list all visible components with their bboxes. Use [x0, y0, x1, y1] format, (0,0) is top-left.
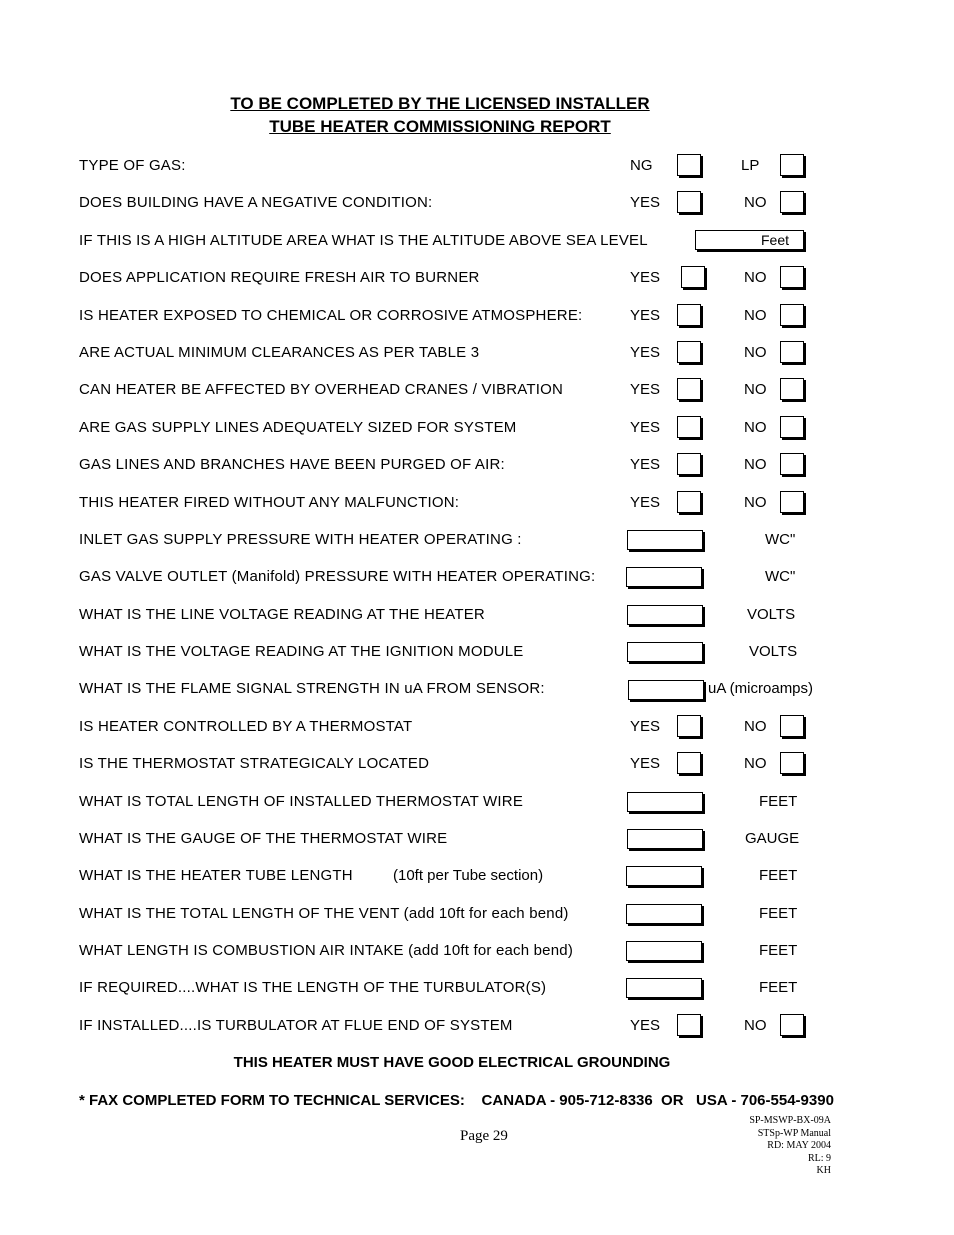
- question-row-flame-signal: [79, 677, 899, 701]
- question-label: IS HEATER CONTROLLED BY A THERMOSTAT: [79, 718, 413, 735]
- unit-volts-label: VOLTS: [749, 643, 798, 660]
- question-row-outlet-pressure: [79, 565, 899, 589]
- question-label: INLET GAS SUPPLY PRESSURE WITH HEATER OPERATING :: [79, 531, 522, 548]
- question-label: DOES BUILDING HAVE A NEGATIVE CONDITION:: [79, 194, 433, 211]
- vent-length-field[interactable]: [626, 904, 702, 924]
- question-row-line-voltage: [79, 603, 899, 627]
- thermostat-wire-length-field[interactable]: [627, 792, 703, 812]
- yes-checkbox[interactable]: [677, 416, 701, 438]
- option-no-label: NO: [744, 494, 767, 511]
- question-label: WHAT LENGTH IS COMBUSTION AIR INTAKE (add 10ft for each bend): [79, 942, 574, 959]
- option-yes-label: YES: [630, 1017, 661, 1034]
- question-row-turbulator-flue-end: [79, 1014, 899, 1038]
- question-label: WHAT IS THE HEATER TUBE LENGTH: [79, 867, 353, 884]
- unit-feet-label: FEET: [759, 867, 798, 884]
- option-no-label: NO: [744, 718, 767, 735]
- option-yes-label: YES: [630, 194, 661, 211]
- question-label: WHAT IS THE LINE VOLTAGE READING AT THE HEATER: [79, 606, 485, 623]
- option-no-label: NO: [744, 269, 767, 286]
- yes-checkbox[interactable]: [677, 341, 701, 363]
- option-ng-label: NG: [630, 157, 653, 174]
- no-checkbox[interactable]: [780, 1014, 804, 1036]
- option-yes-label: YES: [630, 381, 661, 398]
- option-no-label: NO: [744, 419, 767, 436]
- unit-feet-label: FEET: [759, 793, 798, 810]
- report-title-line2: TUBE HEATER COMMISSIONING REPORT: [269, 117, 611, 136]
- doc-code-line: RL: 9: [807, 1152, 831, 1164]
- question-label: WHAT IS THE FLAME SIGNAL STRENGTH IN uA FROM SENSOR:: [79, 680, 545, 697]
- question-row-fresh-air: [79, 266, 899, 290]
- inlet-pressure-field[interactable]: [627, 530, 703, 550]
- question-row-inlet-pressure: [79, 528, 899, 552]
- question-row-gas-lines-sized: [79, 416, 899, 440]
- no-checkbox[interactable]: [780, 453, 804, 475]
- question-row-air-intake-length: [79, 939, 899, 963]
- question-label: IF REQUIRED....WHAT IS THE LENGTH OF THE TURBULATOR(S): [79, 979, 547, 996]
- question-label: IS THE THERMOSTAT STRATEGICALY LOCATED: [79, 755, 430, 772]
- unit-wc-label: WC": [765, 531, 796, 548]
- question-row-tube-length: [79, 864, 899, 888]
- question-label: GAS LINES AND BRANCHES HAVE BEEN PURGED OF AIR:: [79, 456, 505, 473]
- question-label: WHAT IS TOTAL LENGTH OF INSTALLED THERMOSTAT WIRE: [79, 793, 524, 810]
- yes-checkbox[interactable]: [677, 715, 701, 737]
- no-checkbox[interactable]: [780, 266, 804, 288]
- option-yes-label: YES: [630, 419, 661, 436]
- option-yes-label: YES: [630, 456, 661, 473]
- question-label: DOES APPLICATION REQUIRE FRESH AIR TO BURNER: [79, 269, 480, 286]
- question-label: WHAT IS THE TOTAL LENGTH OF THE VENT (add 10ft for each bend): [79, 905, 569, 922]
- unit-wc-label: WC": [765, 568, 796, 585]
- unit-volts-label: VOLTS: [747, 606, 796, 623]
- no-checkbox[interactable]: [780, 304, 804, 326]
- question-row-cranes: [79, 378, 899, 402]
- question-label: WHAT IS THE VOLTAGE READING AT THE IGNITION MODULE: [79, 643, 524, 660]
- yes-checkbox[interactable]: [677, 1014, 701, 1036]
- option-no-label: NO: [744, 755, 767, 772]
- tube-length-field[interactable]: [626, 866, 702, 886]
- question-row-thermostat-wire-length: [79, 790, 899, 814]
- no-checkbox[interactable]: [780, 378, 804, 400]
- yes-checkbox[interactable]: [681, 266, 705, 288]
- question-label: ARE GAS SUPPLY LINES ADEQUATELY SIZED FOR SYSTEM: [79, 419, 517, 436]
- question-row-gas-type: [79, 154, 899, 178]
- yes-checkbox[interactable]: [677, 191, 701, 213]
- option-yes-label: YES: [630, 718, 661, 735]
- option-no-label: NO: [744, 456, 767, 473]
- question-label: WHAT IS THE GAUGE OF THE THERMOSTAT WIRE: [79, 830, 448, 847]
- option-no-label: NO: [744, 381, 767, 398]
- doc-code-line: STSp-WP Manual: [757, 1127, 831, 1139]
- flame-signal-field[interactable]: [628, 680, 704, 700]
- option-no-label: NO: [744, 307, 767, 324]
- yes-checkbox[interactable]: [677, 491, 701, 513]
- unit-microamps-label: uA (microamps): [708, 680, 814, 697]
- turbulator-length-field[interactable]: [626, 978, 702, 998]
- question-label: GAS VALVE OUTLET (Manifold) PRESSURE WITH HEATER OPERATING:: [79, 568, 596, 585]
- question-row-thermostat-controlled: [79, 715, 899, 739]
- grounding-notice: THIS HEATER MUST HAVE GOOD ELECTRICAL GROUNDING: [233, 1054, 671, 1071]
- feet-unit-label: Feet: [760, 232, 789, 248]
- fax-instructions: * FAX COMPLETED FORM TO TECHNICAL SERVICES: CANADA - 905-712-8336 OR USA - 706-554-9390: [79, 1092, 834, 1109]
- no-checkbox[interactable]: [780, 191, 804, 213]
- option-no-label: NO: [744, 344, 767, 361]
- line-voltage-field[interactable]: [627, 605, 703, 625]
- question-row-corrosive: [79, 304, 899, 328]
- question-row-thermostat-located: [79, 752, 899, 776]
- yes-checkbox[interactable]: [677, 453, 701, 475]
- yes-checkbox[interactable]: [677, 752, 701, 774]
- question-row-turbulator-length: [79, 976, 899, 1000]
- question-row-altitude: [79, 229, 899, 253]
- question-row-negative-condition: [79, 191, 899, 215]
- air-intake-length-field[interactable]: [626, 941, 702, 961]
- question-label: TYPE OF GAS:: [79, 157, 186, 174]
- question-row-fired: [79, 491, 899, 515]
- question-row-vent-length: [79, 902, 899, 926]
- no-checkbox[interactable]: [780, 341, 804, 363]
- report-title-line1: TO BE COMPLETED BY THE LICENSED INSTALLER: [230, 94, 650, 113]
- option-yes-label: YES: [630, 344, 661, 361]
- doc-code-line: KH: [816, 1165, 831, 1176]
- unit-gauge-label: GAUGE: [745, 830, 800, 847]
- no-checkbox[interactable]: [780, 752, 804, 774]
- thermostat-wire-gauge-field[interactable]: [627, 829, 703, 849]
- doc-code-line: SP-MSWP-BX-09A: [749, 1115, 831, 1126]
- altitude-feet-field[interactable]: [695, 230, 804, 250]
- question-label: THIS HEATER FIRED WITHOUT ANY MALFUNCTION:: [79, 494, 460, 511]
- option-no-label: NO: [744, 1017, 767, 1034]
- unit-feet-label: FEET: [759, 905, 798, 922]
- doc-code-line: RD: MAY 2004: [767, 1140, 831, 1151]
- page-number: Page 29: [460, 1128, 508, 1144]
- no-checkbox[interactable]: [780, 416, 804, 438]
- yes-checkbox[interactable]: [677, 304, 701, 326]
- question-label: IF THIS IS A HIGH ALTITUDE AREA WHAT IS THE ALTITUDE ABOVE SEA LEVEL: [79, 232, 648, 249]
- ng-checkbox[interactable]: [677, 154, 701, 176]
- option-yes-label: YES: [630, 494, 661, 511]
- tube-length-note: (10ft per Tube section): [393, 867, 544, 884]
- question-row-ignition-voltage: [79, 640, 899, 664]
- lp-checkbox[interactable]: [780, 154, 804, 176]
- question-label: CAN HEATER BE AFFECTED BY OVERHEAD CRANES / VIBRATION: [79, 381, 564, 398]
- ignition-voltage-field[interactable]: [627, 642, 703, 662]
- yes-checkbox[interactable]: [677, 378, 701, 400]
- question-label: IF INSTALLED....IS TURBULATOR AT FLUE END OF SYSTEM: [79, 1017, 513, 1034]
- option-yes-label: YES: [630, 755, 661, 772]
- unit-feet-label: FEET: [759, 979, 798, 996]
- question-label: ARE ACTUAL MINIMUM CLEARANCES AS PER TABLE 3: [79, 344, 480, 361]
- option-lp-label: LP: [741, 157, 760, 174]
- option-no-label: NO: [744, 194, 767, 211]
- unit-feet-label: FEET: [759, 942, 798, 959]
- option-yes-label: YES: [630, 269, 661, 286]
- no-checkbox[interactable]: [780, 491, 804, 513]
- question-row-thermostat-wire-gauge: [79, 827, 899, 851]
- question-label: IS HEATER EXPOSED TO CHEMICAL OR CORROSIVE ATMOSPHERE:: [79, 307, 583, 324]
- no-checkbox[interactable]: [780, 715, 804, 737]
- question-row-purged: [79, 453, 899, 477]
- option-yes-label: YES: [630, 307, 661, 324]
- outlet-pressure-field[interactable]: [626, 567, 702, 587]
- document-code: [749, 1115, 831, 1178]
- question-row-clearances: [79, 341, 899, 365]
